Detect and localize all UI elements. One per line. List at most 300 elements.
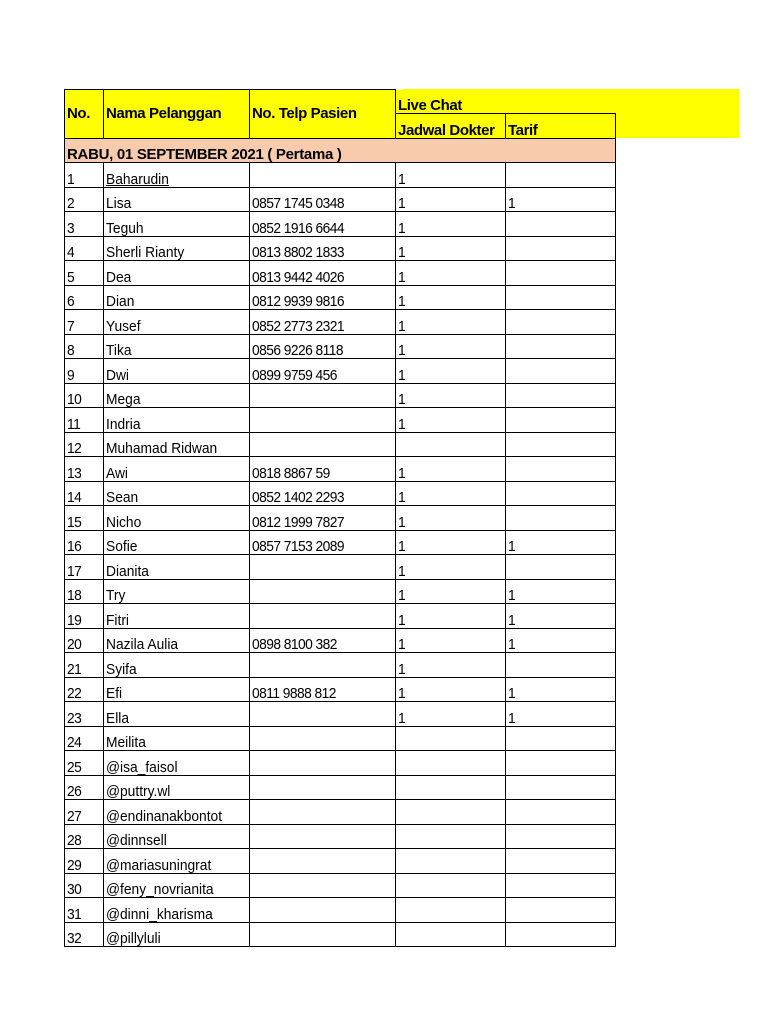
cell-nama[interactable] [104,898,250,923]
cell-jadwal-text: 1 [398,391,406,408]
cell-nama-text: Sherli Rianty [106,244,185,261]
cell-nama[interactable] [104,261,250,286]
cell-jadwal[interactable] [396,800,506,825]
cell-jadwal-text: 1 [398,489,406,506]
cell-no-text: 3 [67,219,75,236]
cell-telp-text: 0857 7153 2089 [252,538,345,555]
cell-no[interactable] [65,653,104,678]
cell-nama[interactable] [104,457,250,482]
cell-nama-text: Mega [106,391,141,408]
cell-telp[interactable] [250,236,396,261]
cell-tarif[interactable] [506,677,616,702]
cell-telp[interactable] [250,334,396,359]
cell-jadwal-text: 1 [398,464,406,481]
table-row [65,579,616,604]
cell-jadwal[interactable] [396,408,506,433]
cell-nama-text: @dinni_kharisma [106,905,213,922]
cell-no[interactable] [65,628,104,653]
table-row [65,604,616,629]
cell-tarif-text: 1 [508,685,516,702]
cell-nama-text: Efi [106,685,123,702]
cell-telp[interactable] [250,726,396,751]
cell-telp[interactable] [250,506,396,531]
cell-no[interactable] [65,824,104,849]
cell-telp-text: 0856 9226 8118 [252,342,344,359]
table-row [65,800,616,825]
cell-nama-text: Syifa [106,660,137,677]
cell-telp-text: 0852 1916 6644 [252,219,345,236]
col-header-tarif[interactable]: Tarif [506,114,616,139]
cell-telp[interactable] [250,187,396,212]
cell-telp[interactable] [250,677,396,702]
cell-tarif[interactable] [506,481,616,506]
cell-no-text: 10 [67,391,82,408]
cell-jadwal[interactable] [396,824,506,849]
cell-no-text: 1 [67,170,75,187]
cell-jadwal[interactable] [396,628,506,653]
cell-no[interactable] [65,236,104,261]
cell-nama[interactable] [104,751,250,776]
table-row [65,530,616,555]
cell-tarif[interactable] [506,432,616,457]
cell-telp[interactable] [250,457,396,482]
cell-telp[interactable] [250,751,396,776]
cell-tarif[interactable] [506,604,616,629]
cell-jadwal-text: 1 [398,170,406,187]
cell-telp[interactable] [250,310,396,335]
cell-tarif[interactable] [506,261,616,286]
cell-nama-text: Dwi [106,366,129,383]
cell-telp[interactable] [250,922,396,947]
cell-nama-text: Fitri [106,611,129,628]
cell-no[interactable] [65,163,104,188]
cell-no-text: 9 [67,366,75,383]
cell-tarif-text: 1 [508,587,516,604]
cell-tarif[interactable] [506,457,616,482]
cell-jadwal[interactable] [396,702,506,727]
cell-tarif[interactable] [506,775,616,800]
date-row [65,138,616,163]
cell-tarif[interactable] [506,824,616,849]
cell-nama-text: @pillyluli [106,930,161,947]
cell-jadwal-text: 1 [398,611,406,628]
cell-no-text: 21 [67,660,82,677]
cell-no-text: 7 [67,317,75,334]
cell-nama[interactable] [104,310,250,335]
cell-no[interactable] [65,481,104,506]
cell-no-text: 2 [67,195,75,212]
cell-jadwal[interactable] [396,530,506,555]
cell-tarif[interactable] [506,628,616,653]
cell-no-text: 26 [67,783,82,800]
cell-nama[interactable] [104,775,250,800]
cell-tarif[interactable] [506,506,616,531]
cell-no[interactable] [65,506,104,531]
cell-nama-text: Nicho [106,513,142,530]
customer-table [64,89,616,947]
header-row [65,90,616,114]
cell-no-text: 4 [67,244,75,261]
cell-telp-text: 0812 9939 9816 [252,293,345,310]
cell-tarif-text: 1 [508,709,516,726]
cell-telp-text: 0852 2773 2321 [252,317,345,334]
cell-jadwal-text: 1 [398,538,406,555]
cell-nama-text: Try [106,587,126,604]
cell-jadwal[interactable] [396,775,506,800]
table-row [65,408,616,433]
cell-nama[interactable] [104,285,250,310]
table-row [65,653,616,678]
cell-telp[interactable] [250,163,396,188]
table-row [65,187,616,212]
cell-telp-text: 0812 1999 7827 [252,513,345,530]
cell-jadwal[interactable] [396,285,506,310]
cell-telp[interactable] [250,873,396,898]
cell-jadwal-text: 1 [398,587,406,604]
cell-no[interactable] [65,187,104,212]
cell-no[interactable] [65,530,104,555]
cell-nama-text: Muhamad Ridwan [106,440,218,457]
cell-tarif-text: 1 [508,611,516,628]
cell-no[interactable] [65,751,104,776]
cell-no-text: 14 [67,489,82,506]
cell-nama-text: Teguh [106,219,144,236]
table-row [65,236,616,261]
table-row [65,922,616,947]
cell-no-text: 30 [67,881,82,898]
table-row [65,310,616,335]
cell-no[interactable] [65,555,104,580]
col-header-jadwal[interactable]: Jadwal Dokter [396,114,506,139]
cell-nama[interactable] [104,702,250,727]
cell-telp[interactable] [250,604,396,629]
col-header-telp[interactable]: No. Telp Pasien [250,90,396,139]
table-row [65,212,616,237]
table-row [65,898,616,923]
cell-jadwal[interactable] [396,726,506,751]
cell-tarif[interactable] [506,849,616,874]
cell-no[interactable] [65,726,104,751]
cell-nama-text: Yusef [106,317,141,334]
cell-no-text: 6 [67,293,75,310]
cell-no-text: 27 [67,807,82,824]
table-row [65,359,616,384]
cell-jadwal-text: 1 [398,636,406,653]
cell-jadwal[interactable] [396,555,506,580]
cell-nama-text: Dian [106,293,135,310]
cell-tarif[interactable] [506,653,616,678]
cell-jadwal[interactable] [396,653,506,678]
table-row [65,383,616,408]
cell-nama[interactable] [104,432,250,457]
cell-tarif[interactable] [506,922,616,947]
cell-nama[interactable] [104,726,250,751]
cell-jadwal-text: 1 [398,709,406,726]
cell-no[interactable] [65,334,104,359]
cell-no[interactable] [65,408,104,433]
cell-tarif[interactable] [506,236,616,261]
table-row [65,726,616,751]
cell-telp[interactable] [250,628,396,653]
cell-telp[interactable] [250,481,396,506]
cell-jadwal-text: 1 [398,513,406,530]
table-row [65,261,616,286]
cell-no-text: 5 [67,268,75,285]
cell-nama[interactable] [104,653,250,678]
cell-no[interactable] [65,261,104,286]
cell-nama-text: @mariasuningrat [106,856,212,873]
cell-telp[interactable] [250,579,396,604]
cell-tarif[interactable] [506,383,616,408]
cell-tarif[interactable] [506,579,616,604]
cell-nama-text: Baharudin [106,170,169,187]
cell-telp-text: 0811 9888 812 [252,685,336,702]
cell-tarif[interactable] [506,187,616,212]
cell-nama-text: Sofie [106,538,138,555]
cell-tarif-text: 1 [508,538,516,555]
cell-jadwal[interactable] [396,359,506,384]
cell-nama[interactable] [104,359,250,384]
table-row [65,334,616,359]
cell-no[interactable] [65,800,104,825]
cell-no[interactable] [65,432,104,457]
cell-nama[interactable] [104,677,250,702]
cell-nama[interactable] [104,212,250,237]
cell-telp[interactable] [250,849,396,874]
cell-telp[interactable] [250,408,396,433]
cell-no[interactable] [65,922,104,947]
table-row [65,751,616,776]
cell-tarif[interactable] [506,530,616,555]
cell-telp[interactable] [250,555,396,580]
cell-nama-text: Sean [106,489,139,506]
cell-tarif[interactable] [506,726,616,751]
cell-telp[interactable] [250,530,396,555]
cell-jadwal[interactable] [396,310,506,335]
cell-nama[interactable] [104,922,250,947]
table-row [65,849,616,874]
cell-nama-text: Tika [106,342,132,359]
cell-tarif[interactable] [506,555,616,580]
cell-nama-text: @isa_faisol [106,758,178,775]
cell-tarif[interactable] [506,310,616,335]
cell-telp-text: 0813 9442 4026 [252,268,345,285]
cell-no-text: 17 [67,562,82,579]
cell-no-text: 31 [67,905,82,922]
cell-no-text: 24 [67,734,82,751]
cell-nama[interactable] [104,873,250,898]
cell-no[interactable] [65,677,104,702]
cell-nama-text: Ella [106,709,130,726]
cell-tarif-text: 1 [508,636,516,653]
cell-telp[interactable] [250,800,396,825]
cell-telp[interactable] [250,653,396,678]
cell-no[interactable] [65,702,104,727]
table-row [65,628,616,653]
cell-jadwal[interactable] [396,898,506,923]
cell-no-text: 25 [67,758,82,775]
cell-jadwal-text: 1 [398,219,406,236]
col-header-nama[interactable]: Nama Pelanggan [104,90,250,139]
cell-no[interactable] [65,579,104,604]
cell-telp[interactable] [250,261,396,286]
cell-no-text: 13 [67,464,82,481]
cell-jadwal[interactable] [396,506,506,531]
cell-jadwal[interactable] [396,677,506,702]
cell-no-text: 20 [67,636,82,653]
cell-jadwal-text: 1 [398,195,406,212]
cell-jadwal[interactable] [396,261,506,286]
cell-no[interactable] [65,285,104,310]
cell-jadwal-text: 1 [398,317,406,334]
cell-no-text: 23 [67,709,82,726]
cell-no[interactable] [65,383,104,408]
cell-nama[interactable] [104,800,250,825]
table-row [65,555,616,580]
cell-jadwal[interactable] [396,163,506,188]
cell-no-text: 8 [67,342,75,359]
cell-no[interactable] [65,849,104,874]
cell-no[interactable] [65,212,104,237]
cell-nama[interactable] [104,506,250,531]
cell-jadwal-text: 1 [398,562,406,579]
table-row [65,432,616,457]
cell-tarif[interactable] [506,408,616,433]
cell-jadwal-text: 1 [398,244,406,261]
cell-tarif[interactable] [506,873,616,898]
cell-telp[interactable] [250,824,396,849]
table-row [65,163,616,188]
cell-jadwal[interactable] [396,457,506,482]
cell-no-text: 19 [67,611,82,628]
cell-jadwal[interactable] [396,873,506,898]
cell-jadwal[interactable] [396,432,506,457]
cell-no[interactable] [65,873,104,898]
cell-jadwal[interactable] [396,579,506,604]
cell-nama-text: Dianita [106,562,149,579]
cell-telp[interactable] [250,775,396,800]
cell-jadwal-text: 1 [398,660,406,677]
cell-tarif[interactable] [506,163,616,188]
cell-nama[interactable] [104,604,250,629]
cell-nama-text: @dinnsell [106,832,167,849]
cell-no[interactable] [65,457,104,482]
cell-no-text: 28 [67,832,82,849]
cell-telp[interactable] [250,285,396,310]
cell-jadwal[interactable] [396,849,506,874]
cell-nama-text: Awi [106,464,128,481]
cell-nama[interactable] [104,236,250,261]
table-row [65,873,616,898]
cell-no[interactable] [65,310,104,335]
cell-telp[interactable] [250,898,396,923]
cell-tarif-text: 1 [508,195,516,212]
cell-tarif[interactable] [506,212,616,237]
table-row [65,457,616,482]
cell-jadwal[interactable] [396,383,506,408]
cell-telp-text: 0818 8867 59 [252,464,330,481]
cell-jadwal[interactable] [396,236,506,261]
table-row [65,506,616,531]
cell-no[interactable] [65,898,104,923]
cell-tarif[interactable] [506,702,616,727]
cell-no-text: 12 [67,440,82,457]
cell-no[interactable] [65,604,104,629]
cell-nama[interactable] [104,481,250,506]
cell-no-text: 11 [67,415,81,432]
cell-tarif[interactable] [506,898,616,923]
cell-jadwal[interactable] [396,212,506,237]
cell-jadwal[interactable] [396,334,506,359]
table-row [65,702,616,727]
cell-nama-text: @puttry.wl [106,783,171,800]
cell-nama[interactable] [104,824,250,849]
cell-tarif[interactable] [506,334,616,359]
cell-nama-text: Meilita [106,734,146,751]
cell-tarif[interactable] [506,800,616,825]
cell-nama[interactable] [104,530,250,555]
cell-nama[interactable] [104,334,250,359]
col-header-live-chat[interactable]: Live Chat [396,90,616,114]
cell-telp-text: 0899 9759 456 [252,366,337,383]
cell-jadwal-text: 1 [398,685,406,702]
cell-tarif[interactable] [506,359,616,384]
cell-telp-text: 0852 1402 2293 [252,489,345,506]
cell-no-text: 15 [67,513,82,530]
cell-nama[interactable] [104,555,250,580]
cell-no-text: 22 [67,685,82,702]
cell-jadwal[interactable] [396,187,506,212]
date-row-label[interactable]: RABU, 01 SEPTEMBER 2021 ( Pertama ) [65,138,616,163]
cell-nama[interactable] [104,408,250,433]
cell-nama[interactable] [104,187,250,212]
cell-nama[interactable] [104,383,250,408]
cell-nama-text: @endinanakbontot [106,807,223,824]
cell-nama[interactable] [104,163,250,188]
cell-jadwal[interactable] [396,481,506,506]
cell-nama[interactable] [104,849,250,874]
cell-telp[interactable] [250,432,396,457]
cell-jadwal-text: 1 [398,415,406,432]
cell-no[interactable] [65,775,104,800]
cell-nama-text: @feny_novrianita [106,881,214,898]
cell-no-text: 16 [67,538,82,555]
cell-telp[interactable] [250,702,396,727]
cell-no-text: 18 [67,587,82,604]
cell-nama-text: Indria [106,415,141,432]
cell-nama[interactable] [104,579,250,604]
cell-jadwal-text: 1 [398,268,406,285]
cell-tarif[interactable] [506,751,616,776]
cell-telp-text: 0898 8100 382 [252,636,337,653]
cell-jadwal-text: 1 [398,293,406,310]
cell-telp-text: 0857 1745 0348 [252,195,345,212]
cell-jadwal[interactable] [396,751,506,776]
cell-nama-text: Dea [106,268,132,285]
cell-nama[interactable] [104,628,250,653]
cell-jadwal[interactable] [396,922,506,947]
cell-tarif[interactable] [506,285,616,310]
cell-telp[interactable] [250,359,396,384]
table-row [65,775,616,800]
cell-telp[interactable] [250,212,396,237]
cell-telp[interactable] [250,383,396,408]
cell-nama-text: Lisa [106,195,132,212]
cell-jadwal[interactable] [396,604,506,629]
col-header-no[interactable]: No. [65,90,104,139]
table-row [65,677,616,702]
cell-no[interactable] [65,359,104,384]
